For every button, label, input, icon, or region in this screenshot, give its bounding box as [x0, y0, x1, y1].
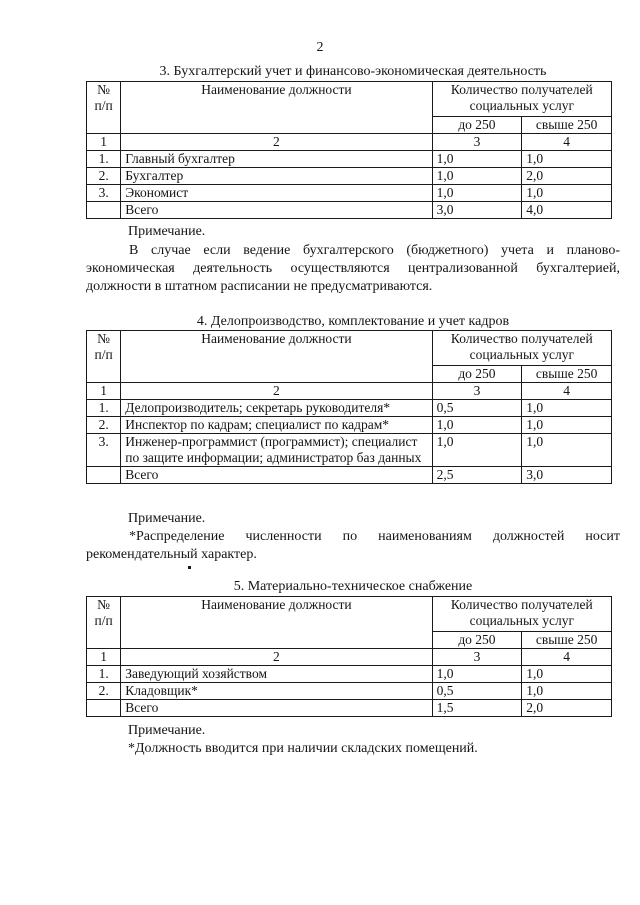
header-recipients-count: Количество получателей социальных услуг [432, 597, 611, 632]
header-up-to-250: до 250 [432, 117, 522, 134]
header-position-name: Наименование должности [121, 82, 432, 134]
table-row: 3. Инженер-программист (программист); специалист по защите информации; администратор баз данных 1,0 1,0 [87, 434, 612, 467]
table-row: 1. Делопроизводитель; секретарь руководителя* 0,5 1,0 [87, 400, 612, 417]
column-index: 2 [121, 134, 432, 151]
note-text: *Распределение численности по наименованиям должностей носит рекомендательный характер. [86, 529, 620, 562]
column-index: 4 [522, 383, 612, 400]
section-title: 5. Материально-техническое снабжение [233, 579, 473, 594]
header-over-250: свыше 250 [522, 366, 612, 383]
column-index: 3 [432, 134, 522, 151]
table-row: 1. Главный бухгалтер 1,0 1,0 [87, 151, 612, 168]
section-title: 3. Бухгалтерский учет и финансово-экономическая деятельность [159, 64, 547, 79]
table-row: 3. Экономист 1,0 1,0 [87, 185, 612, 202]
table-row: 2. Инспектор по кадрам; специалист по кадрам* 1,0 1,0 [87, 417, 612, 434]
table-row: 2. Бухгалтер 1,0 2,0 [87, 168, 612, 185]
column-index: 4 [522, 649, 612, 666]
column-index: 2 [121, 649, 432, 666]
staff-table [86, 81, 612, 219]
note-label: Примечание. [128, 511, 206, 526]
staff-table [86, 330, 612, 484]
column-index: 3 [432, 649, 522, 666]
table-row: 2. Кладовщик* 0,5 1,0 [87, 683, 612, 700]
header-recipients-count: Количество получателей социальных услуг [432, 331, 611, 366]
table-row-total: Всего 2,5 3,0 [87, 467, 612, 484]
note-label: Примечание. [128, 224, 206, 239]
header-number: № п/п [87, 597, 121, 649]
header-over-250: свыше 250 [522, 117, 612, 134]
column-index: 3 [432, 383, 522, 400]
header-position-name: Наименование должности [121, 331, 432, 383]
column-index: 1 [87, 383, 121, 400]
note-text: В случае если ведение бухгалтерского (бюджетного) учета и планово-экономическая деятельность осуществляются централизованной бухгалтерией, должности в штатном расписании не предусматриваются. [86, 243, 620, 294]
header-up-to-250: до 250 [432, 632, 522, 649]
column-index: 2 [121, 383, 432, 400]
header-over-250: свыше 250 [522, 632, 612, 649]
section-title: 4. Делопроизводство, комплектование и учет кадров [196, 314, 510, 329]
header-recipients-count: Количество получателей социальных услуг [432, 82, 611, 117]
header-number: № п/п [87, 82, 121, 134]
stray-mark [188, 566, 191, 569]
note-text: *Должность вводится при наличии складских помещений. [128, 741, 478, 756]
page-number: 2 [316, 40, 324, 55]
note-label: Примечание. [128, 723, 206, 738]
column-index: 1 [87, 649, 121, 666]
header-position-name: Наименование должности [121, 597, 432, 649]
table-row: 1. Заведующий хозяйством 1,0 1,0 [87, 666, 612, 683]
header-number: № п/п [87, 331, 121, 383]
column-index: 1 [87, 134, 121, 151]
header-up-to-250: до 250 [432, 366, 522, 383]
column-index: 4 [522, 134, 612, 151]
table-row-total: Всего 1,5 2,0 [87, 700, 612, 717]
staff-table [86, 596, 612, 717]
table-row-total: Всего 3,0 4,0 [87, 202, 612, 219]
